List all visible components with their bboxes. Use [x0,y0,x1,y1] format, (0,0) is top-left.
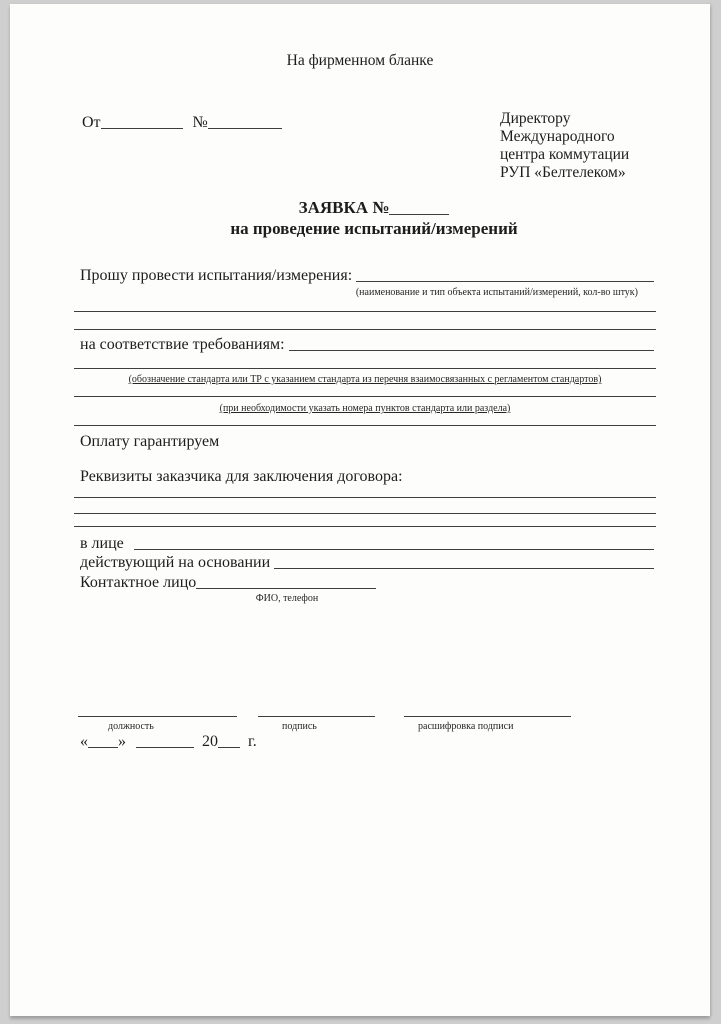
month-blank-field [136,747,194,748]
compliance-blank-field [289,350,654,351]
requisites-label: Реквизиты заказчика для заключения договора: [80,468,403,485]
request-hint: (наименование и тип объекта испытаний/измерений, кол-во штук) [355,287,638,298]
position-blank-line [78,716,237,717]
in-person-label: в лице [80,535,124,552]
acting-basis-label: действующий на основании [80,554,271,571]
name-blank-line [404,716,571,717]
title-line1 [24,197,721,218]
signature-blank-line [258,716,375,717]
close-quote: » [118,733,126,750]
title-line2: на проведение испытаний/измерений [230,219,518,238]
document-page [10,4,710,1016]
clause-hint: (при необходимости указать номера пунктов стандарта или раздела) [219,403,511,414]
compliance-label: на соответствие требованиям: [80,336,285,353]
acting-basis-blank-field [274,568,654,569]
addressee-line: Международного [500,128,615,145]
title-text: ЗАЯВКА № [298,198,390,217]
blank-line [74,396,656,397]
from-label: От [82,114,101,131]
year-century: 20 [202,733,218,750]
in-person-blank-field [134,549,654,550]
addressee-line: Директору [500,110,571,127]
addressee-block [500,110,629,182]
contact-label: Контактное лицо [80,574,197,591]
position-label: должность [108,721,154,732]
blank-line [74,497,656,498]
day-blank-field [88,747,118,748]
letterhead-note: На фирменном бланке [286,52,434,69]
addressee-line: РУП «Белтелеком» [500,164,626,181]
number-blank-field [208,128,282,129]
contact-hint: ФИО, телефон [255,593,319,604]
blank-line [74,526,656,527]
reference-row [82,114,282,132]
date-row [80,733,257,751]
acting-basis-row [80,553,654,572]
contact-row [80,573,376,592]
request-row [80,266,654,285]
blank-line [74,329,656,330]
sign-label: подпись [282,721,317,732]
blank-line [74,425,656,426]
contact-blank-field [196,588,376,589]
request-label: Прошу провести испытания/измерения: [80,267,353,284]
number-label: № [192,114,208,131]
from-blank-field [101,128,183,129]
blank-line [74,513,656,514]
name-label: расшифровка подписи [418,721,514,732]
blank-line [74,311,656,312]
title-number-blank [389,214,449,215]
addressee-line: центра коммутации [500,146,630,163]
blank-line [74,368,656,369]
standard-hint: (обозначение стандарта или ТР с указанием стандарта из перечня взаимосвязанных с регламентом стандартов) [128,374,602,385]
open-quote: « [80,733,88,750]
payment-statement: Оплату гарантируем [80,433,220,450]
compliance-row [80,335,654,354]
year-suffix: г. [248,733,257,750]
in-person-row [80,534,654,553]
year-blank-field [218,747,240,748]
request-blank-field [356,281,654,282]
document-title [24,197,721,239]
